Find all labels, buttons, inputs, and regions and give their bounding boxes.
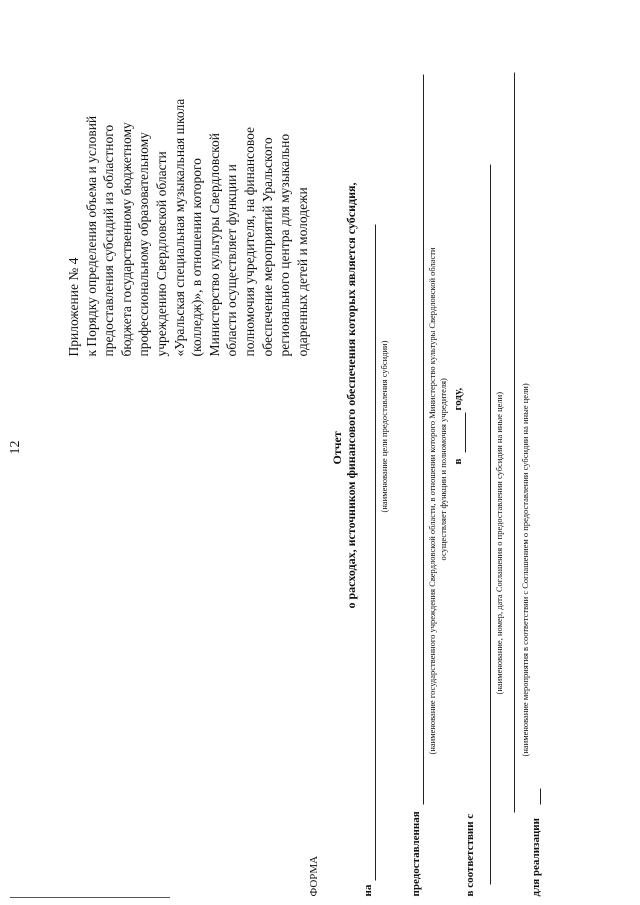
- appendix-line: учреждению Свердловской области: [153, 151, 169, 357]
- accordance-caption: (наименование, номер, дата Соглашения о предоставлении субсидии на иные цели): [494, 391, 504, 695]
- implementation-underline-2: [540, 789, 541, 805]
- implementation-label: для реализации: [530, 818, 542, 897]
- appendix-line: полномочия учредителя, на финансовое: [241, 126, 257, 357]
- appendix-line: одаренных детей и молодежи: [294, 187, 310, 357]
- year-underline: [465, 413, 466, 453]
- report-title: Отчет: [330, 431, 344, 465]
- year-prefix: в: [452, 458, 464, 465]
- bottom-rule: [10, 897, 170, 898]
- na-caption: (наименование цели предоставления субсидии): [379, 340, 389, 513]
- na-underline: [375, 225, 376, 881]
- provided-label: предоставленная: [410, 811, 422, 897]
- accordance-underline: [490, 165, 491, 885]
- year-suffix: году,: [452, 387, 464, 411]
- appendix-line: к Порядку определения объема и условий: [83, 115, 99, 357]
- form-label: ФОРМА: [308, 855, 320, 897]
- appendix-line: профессиональному образовательному: [136, 132, 152, 357]
- appendix-block: [65, 99, 311, 357]
- accordance-label: в соответствии с: [464, 813, 476, 897]
- na-label: на: [362, 884, 374, 897]
- implementation-caption: (наименование мероприятия в соответствии с Соглашением о предоставлении субсидии на иные цели): [520, 383, 530, 757]
- appendix-line: (колледж)», в отношении которого: [189, 158, 205, 357]
- appendix-line: предоставления субсидий из областного: [101, 124, 117, 357]
- implementation-underline: [514, 73, 515, 813]
- provided-underline: [423, 75, 424, 805]
- report-subtitle: о расходах, источником финансового обеспечения которых является субсидия,: [344, 182, 358, 609]
- appendix-line: области осуществляет функции и: [224, 164, 240, 357]
- appendix-line: обеспечение мероприятий Уральского: [259, 137, 275, 357]
- provided-caption-1: (наименование государственного учреждения Свердловской области, в отношении которого Министерство культуры Свердловской области: [427, 247, 437, 755]
- appendix-line: «Уральская специальная музыкальная школа: [171, 98, 187, 357]
- provided-caption-2: осуществляет функции и полномочия учредителя): [438, 378, 448, 561]
- page-number: 12: [8, 440, 23, 455]
- appendix-line: Министерство культуры Свердловской: [206, 132, 222, 357]
- appendix-line: бюджета государственному бюджетному: [118, 122, 134, 357]
- appendix-line: Приложение № 4: [66, 257, 81, 357]
- appendix-line: регионального центра для музыкально: [277, 133, 293, 357]
